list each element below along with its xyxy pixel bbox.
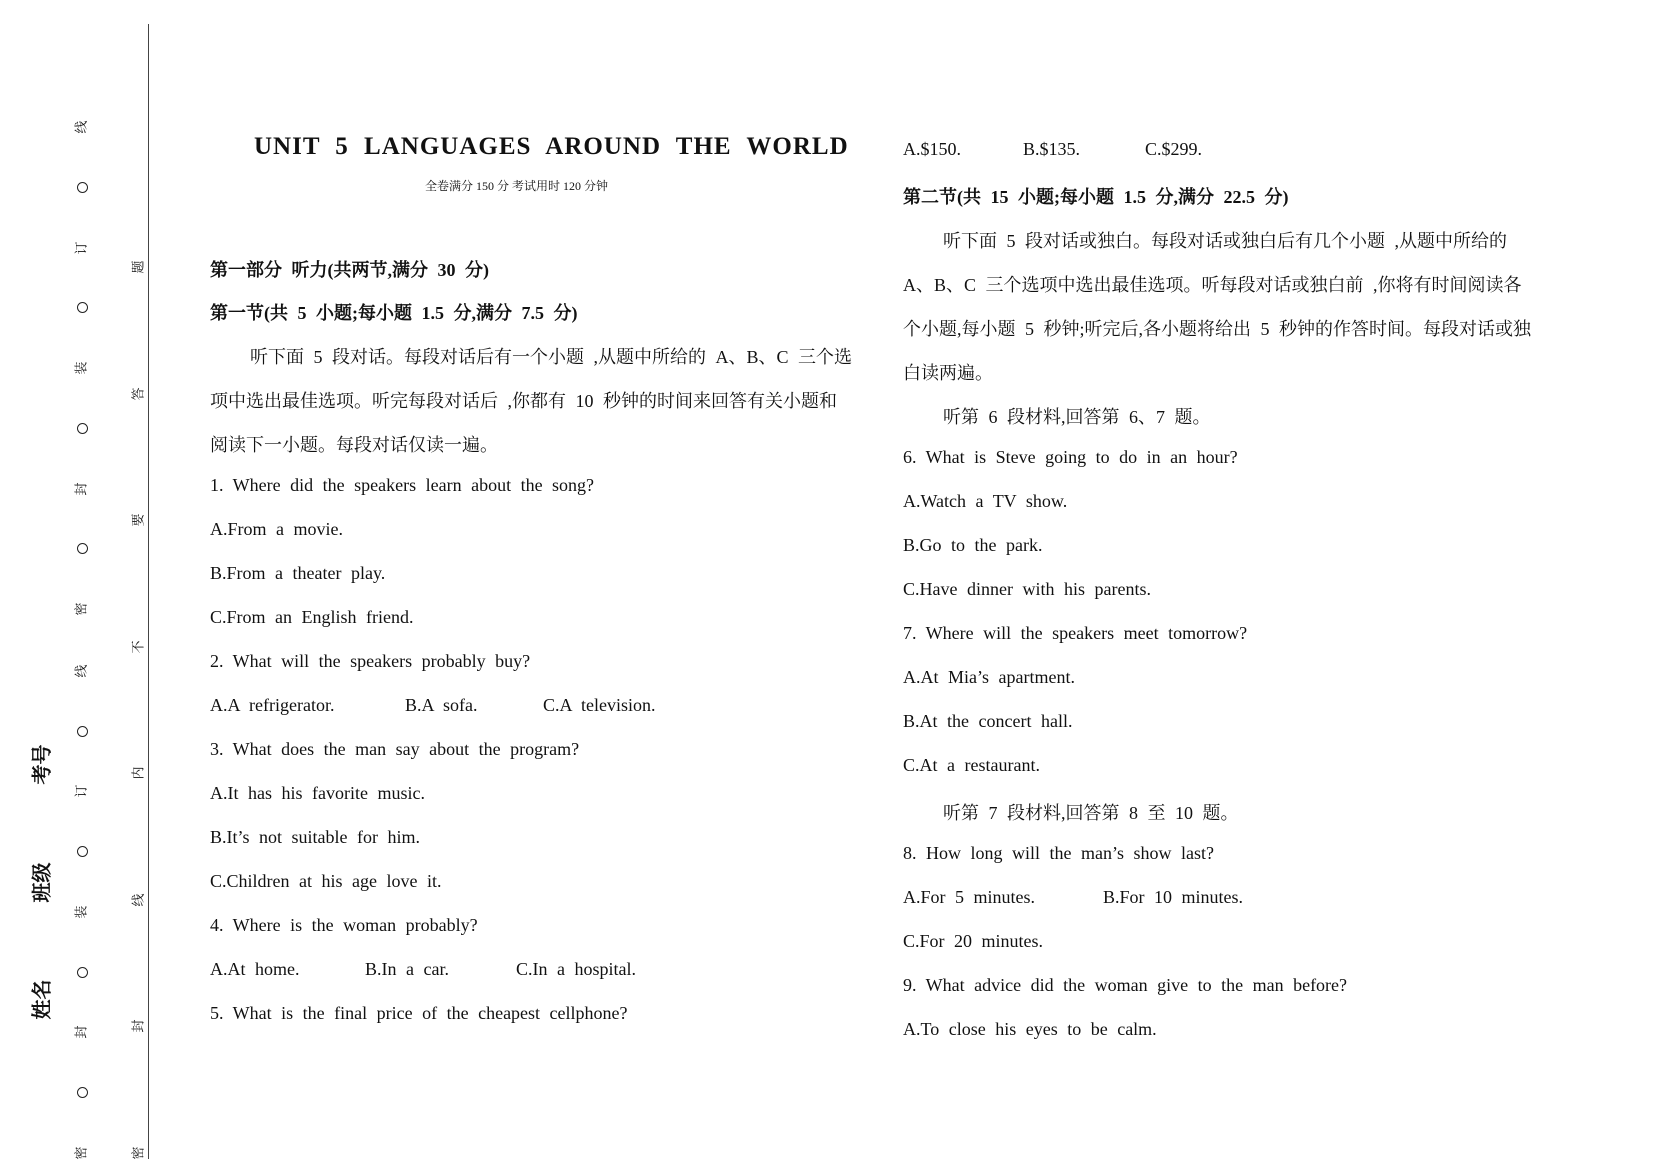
option: C.Children at his age love it. [210,871,442,891]
seal-char: 线 [73,664,89,678]
seal-circle-icon [77,726,88,737]
instructions-line: A、B、C 三个选项中选出最佳选项。听每段对话或独白前 ,你将有时间阅读各 [903,275,1522,295]
seal-char: 订 [73,784,89,798]
option: A.It has his favorite music. [210,783,425,803]
seal-char: 封 [73,1025,89,1039]
question-6: 6. What is Steve going to do in an hour? [903,447,1238,467]
seal-circle-icon [77,967,88,978]
seal-char: 答 [130,387,146,401]
option: A.A refrigerator. [210,695,335,715]
instructions-line: 阅读下一小题。每段对话仅读一遍。 [210,435,498,455]
page-title: UNIT 5 LANGUAGES AROUND THE WORLD [254,133,849,160]
seal-char: 订 [73,240,89,255]
option: C.Have dinner with his parents. [903,579,1151,599]
option: A.$150. [903,139,961,159]
question-9: 9. What advice did the woman give to the man before? [903,975,1348,995]
option: B.At the concert hall. [903,711,1073,731]
option: B.Go to the park. [903,535,1043,555]
seal-char: 题 [130,260,146,274]
option: A.At Mia’s apartment. [903,667,1075,687]
option: A.For 5 minutes. [903,887,1036,907]
material-heading: 听第 7 段材料,回答第 8 至 10 题。 [943,803,1239,823]
section-heading: 第二节(共 15 小题;每小题 1.5 分,满分 22.5 分) [903,187,1289,207]
class-label: 班级 [31,862,54,903]
option: B.$135. [1023,139,1081,159]
section-heading: 第一节(共 5 小题;每小题 1.5 分,满分 7.5 分) [210,303,578,323]
seal-char: 密 [73,1146,89,1160]
seal-circle-icon [77,846,88,857]
question-1: 1. Where did the speakers learn about the song? [210,475,595,495]
option: A.To close his eyes to be calm. [903,1019,1157,1039]
option: C.A television. [543,695,656,715]
option: C.At a restaurant. [903,755,1040,775]
student-id-label: 考号 [31,744,54,785]
seal-circle-icon [77,1087,88,1098]
binding-margin [0,0,160,1169]
seal-circle-icon [77,423,88,434]
question-8: 8. How long will the man’s show last? [903,843,1214,863]
question-4: 4. Where is the woman probably? [210,915,478,935]
seal-char: 线 [130,893,146,907]
option: B.For 10 minutes. [1103,887,1244,907]
instructions-line: 听下面 5 段对话或独白。每段对话或独白后有几个小题 ,从题中所给的 [943,231,1507,251]
name-label: 姓名 [31,979,54,1020]
seal-char: 内 [130,766,146,780]
seal-char: 密 [130,1146,146,1160]
option: C.From an English friend. [210,607,414,627]
seal-char: 密 [73,602,89,616]
option: A.Watch a TV show. [903,491,1068,511]
material-heading: 听第 6 段材料,回答第 6、7 题。 [943,407,1211,427]
option: C.For 20 minutes. [903,931,1044,951]
option: B.In a car. [365,959,449,979]
question-3: 3. What does the man say about the program? [210,739,580,759]
seal-circle-icon [77,182,88,193]
seal-circle-icon [77,302,88,313]
seal-char: 不 [130,640,146,654]
seal-char: 要 [130,513,146,527]
instructions-line: 白读两遍。 [903,363,993,383]
seal-char: 封 [130,1019,146,1033]
option: B.A sofa. [405,695,478,715]
option: A.From a movie. [210,519,343,539]
option: B.It’s not suitable for him. [210,827,420,847]
option: B.From a theater play. [210,563,386,583]
instructions-line: 个小题,每小题 5 秒钟;听完后,各小题将给出 5 秒钟的作答时间。每段对话或独 [903,319,1531,339]
seal-char: 装 [73,905,89,919]
option: A.At home. [210,959,300,979]
option: C.In a hospital. [516,959,636,979]
seal-char: 线 [73,120,89,134]
seal-char: 装 [73,361,89,375]
instructions-line: 项中选出最佳选项。听完每段对话后 ,你都有 10 秒钟的时间来回答有关小题和 [210,391,837,411]
option: C.$299. [1145,139,1203,159]
seal-line-outer [70,120,94,1160]
seal-char: 封 [73,481,89,496]
seal-circle-icon [77,543,88,554]
question-5: 5. What is the final price of the cheapest cellphone? [210,1003,628,1023]
instructions-line: 听下面 5 段对话。每段对话后有一个小题 ,从题中所给的 A、B、C 三个选 [250,347,853,367]
part-heading: 第一部分 听力(共两节,满分 30 分) [210,260,489,280]
question-2: 2. What will the speakers probably buy? [210,651,531,671]
question-7: 7. Where will the speakers meet tomorrow? [903,623,1248,643]
page-subtitle: 全卷满分 150 分 考试用时 120 分钟 [425,179,609,193]
binding-line [148,24,149,1159]
